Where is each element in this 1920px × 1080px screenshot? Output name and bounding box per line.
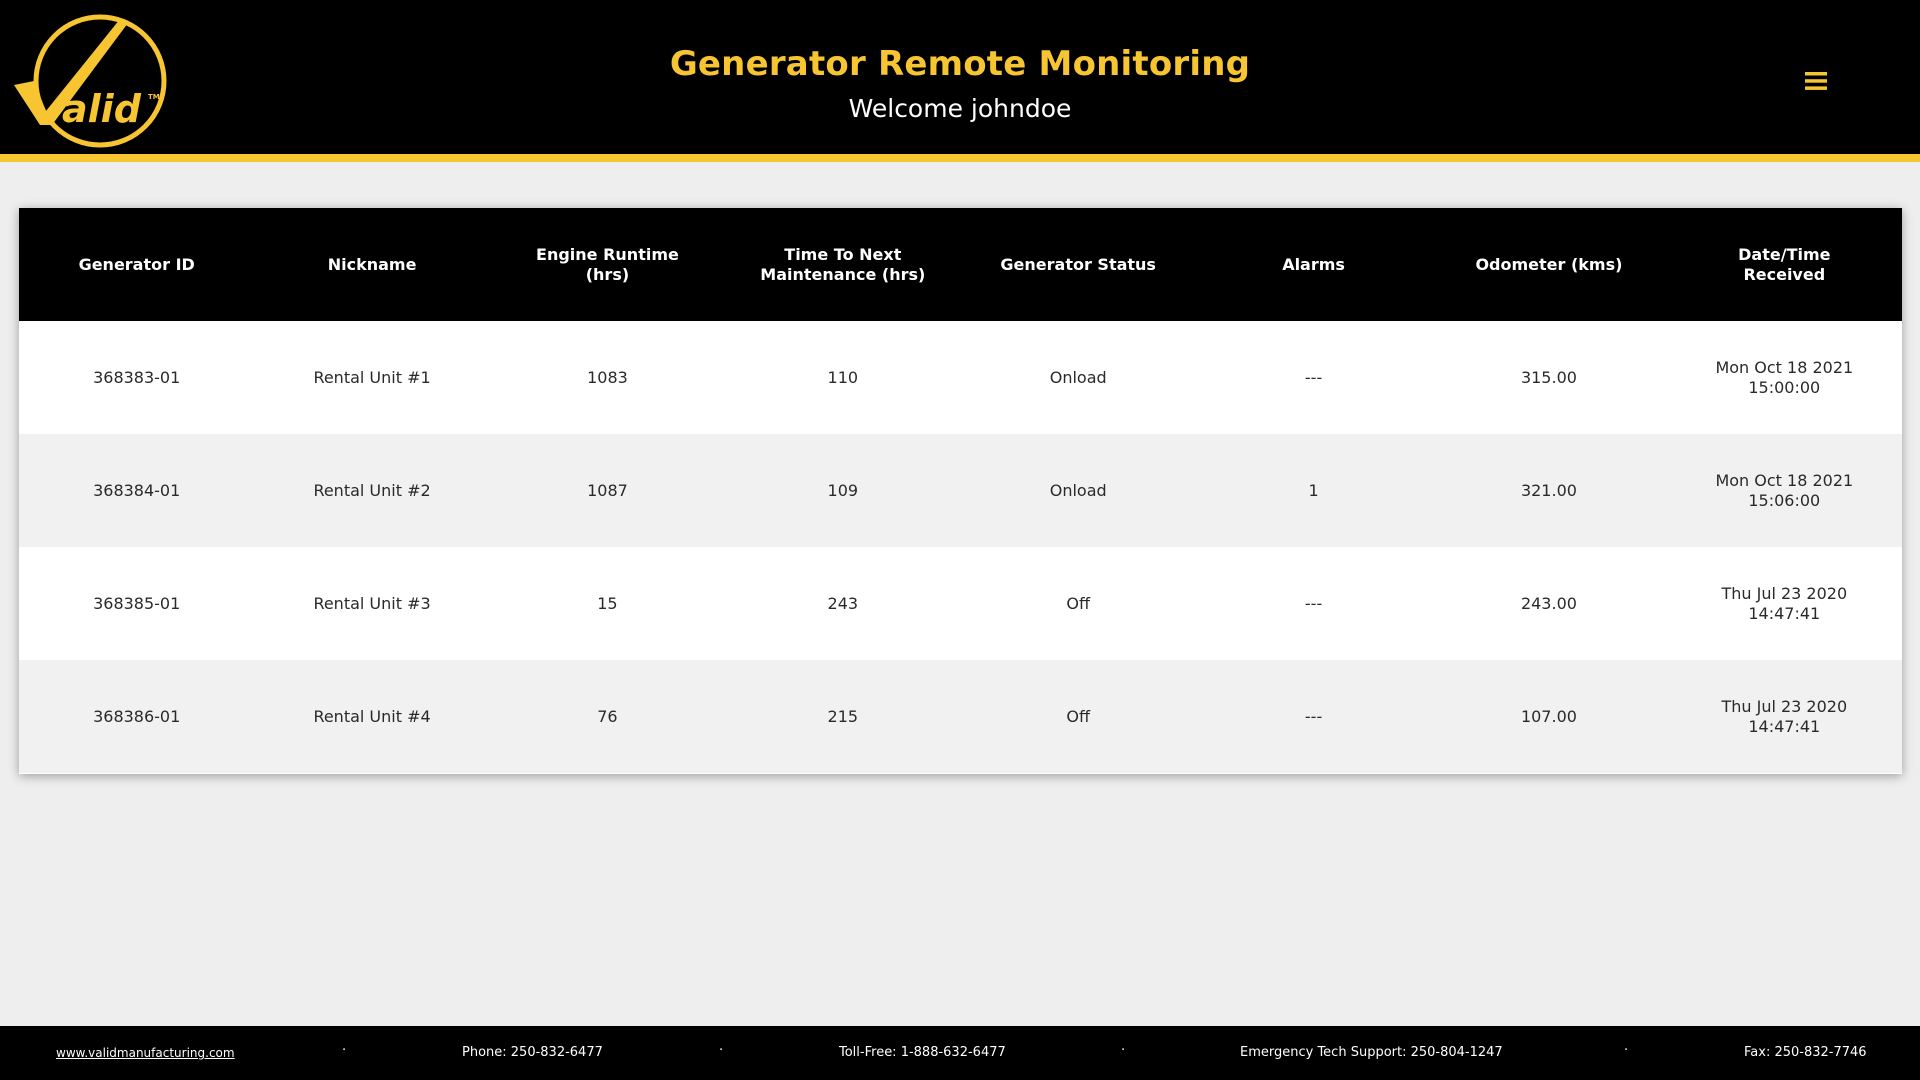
- cell-alarms: ---: [1304, 367, 1323, 387]
- table-row[interactable]: [19, 547, 1902, 660]
- cell-next-maintenance: 110: [827, 367, 859, 387]
- column-header-date-time-received[interactable]: Date/Time Received: [1738, 244, 1831, 284]
- footer-separator: ·: [1624, 1043, 1629, 1058]
- cell-next-maintenance: 215: [827, 706, 859, 726]
- cell-next-maintenance: 109: [827, 480, 859, 500]
- footer-separator: ·: [1121, 1043, 1126, 1058]
- column-header-engine-runtime[interactable]: Engine Runtime (hrs): [536, 244, 679, 284]
- cell-nickname: Rental Unit #4: [313, 706, 431, 726]
- welcome-message: Welcome johndoe: [848, 94, 1072, 123]
- header: [0, 0, 1920, 162]
- cell-status: Onload: [1049, 367, 1107, 387]
- cell-nickname: Rental Unit #1: [313, 367, 431, 387]
- column-header-odometer[interactable]: Odometer (kms): [1475, 254, 1623, 274]
- cell-status: Off: [1066, 706, 1090, 726]
- cell-generator-id: 368383-01: [93, 367, 181, 387]
- table-row[interactable]: [19, 321, 1902, 434]
- cell-nickname: Rental Unit #3: [313, 593, 431, 613]
- cell-odometer: 315.00: [1520, 367, 1577, 387]
- cell-next-maintenance: 243: [827, 593, 859, 613]
- footer: [0, 1026, 1920, 1080]
- toll-free-number: Toll-Free: 1-888-632-6477: [839, 1045, 1006, 1060]
- table-row[interactable]: [19, 660, 1902, 773]
- cell-nickname: Rental Unit #2: [313, 480, 431, 500]
- column-header-alarms[interactable]: Alarms: [1282, 254, 1345, 274]
- cell-engine-runtime: 1083: [587, 367, 628, 387]
- cell-date-time: [1667, 321, 1902, 434]
- cell-odometer: 243.00: [1520, 593, 1577, 613]
- cell-date: Thu Jul 23 2020: [1721, 583, 1848, 603]
- column-header-generator-id[interactable]: Generator ID: [78, 254, 195, 274]
- page-title: Generator Remote Monitoring: [669, 44, 1251, 84]
- column-header-generator-status[interactable]: Generator Status: [1000, 254, 1156, 274]
- cell-date: Mon Oct 18 2021: [1715, 470, 1854, 490]
- cell-date: Mon Oct 18 2021: [1715, 357, 1854, 377]
- generator-table-card: [19, 208, 1902, 774]
- cell-generator-id: 368385-01: [93, 593, 181, 613]
- cell-generator-id: 368386-01: [93, 706, 181, 726]
- cell-date-time: [1667, 660, 1902, 773]
- cell-date-time: [1667, 434, 1902, 547]
- cell-time: 15:06:00: [1748, 490, 1821, 510]
- cell-time: 14:47:41: [1748, 716, 1821, 736]
- cell-odometer: 107.00: [1520, 706, 1577, 726]
- emergency-support-number: Emergency Tech Support: 250-804-1247: [1240, 1045, 1503, 1060]
- fax-number: Fax: 250-832-7746: [1744, 1045, 1867, 1060]
- generator-table: [19, 208, 1902, 773]
- footer-separator: ·: [342, 1043, 347, 1058]
- phone-number: Phone: 250-832-6477: [462, 1045, 603, 1060]
- cell-alarms: 1: [1308, 480, 1319, 500]
- hamburger-menu-icon[interactable]: [1798, 66, 1834, 96]
- website-link[interactable]: www.validmanufacturing.com: [56, 1046, 235, 1060]
- cell-odometer: 321.00: [1520, 480, 1577, 500]
- cell-engine-runtime: 76: [597, 706, 618, 726]
- cell-date-time: [1667, 547, 1902, 660]
- cell-generator-id: 368384-01: [93, 480, 181, 500]
- footer-separator: ·: [719, 1043, 724, 1058]
- cell-status: Off: [1066, 593, 1090, 613]
- cell-time: 14:47:41: [1748, 603, 1821, 623]
- cell-status: Onload: [1049, 480, 1107, 500]
- cell-engine-runtime: 15: [597, 593, 618, 613]
- cell-alarms: ---: [1304, 706, 1323, 726]
- table-header-row: [19, 208, 1902, 321]
- table-row[interactable]: [19, 434, 1902, 547]
- svg-text:TM: TM: [148, 93, 160, 101]
- cell-engine-runtime: 1087: [587, 480, 628, 500]
- column-header-nickname[interactable]: Nickname: [327, 254, 417, 274]
- column-header-time-to-next-maintenance[interactable]: Time To Next Maintenance (hrs): [760, 244, 926, 284]
- cell-time: 15:00:00: [1748, 377, 1821, 397]
- cell-alarms: ---: [1304, 593, 1323, 613]
- svg-text:alid: alid: [62, 87, 141, 131]
- cell-date: Thu Jul 23 2020: [1721, 696, 1848, 716]
